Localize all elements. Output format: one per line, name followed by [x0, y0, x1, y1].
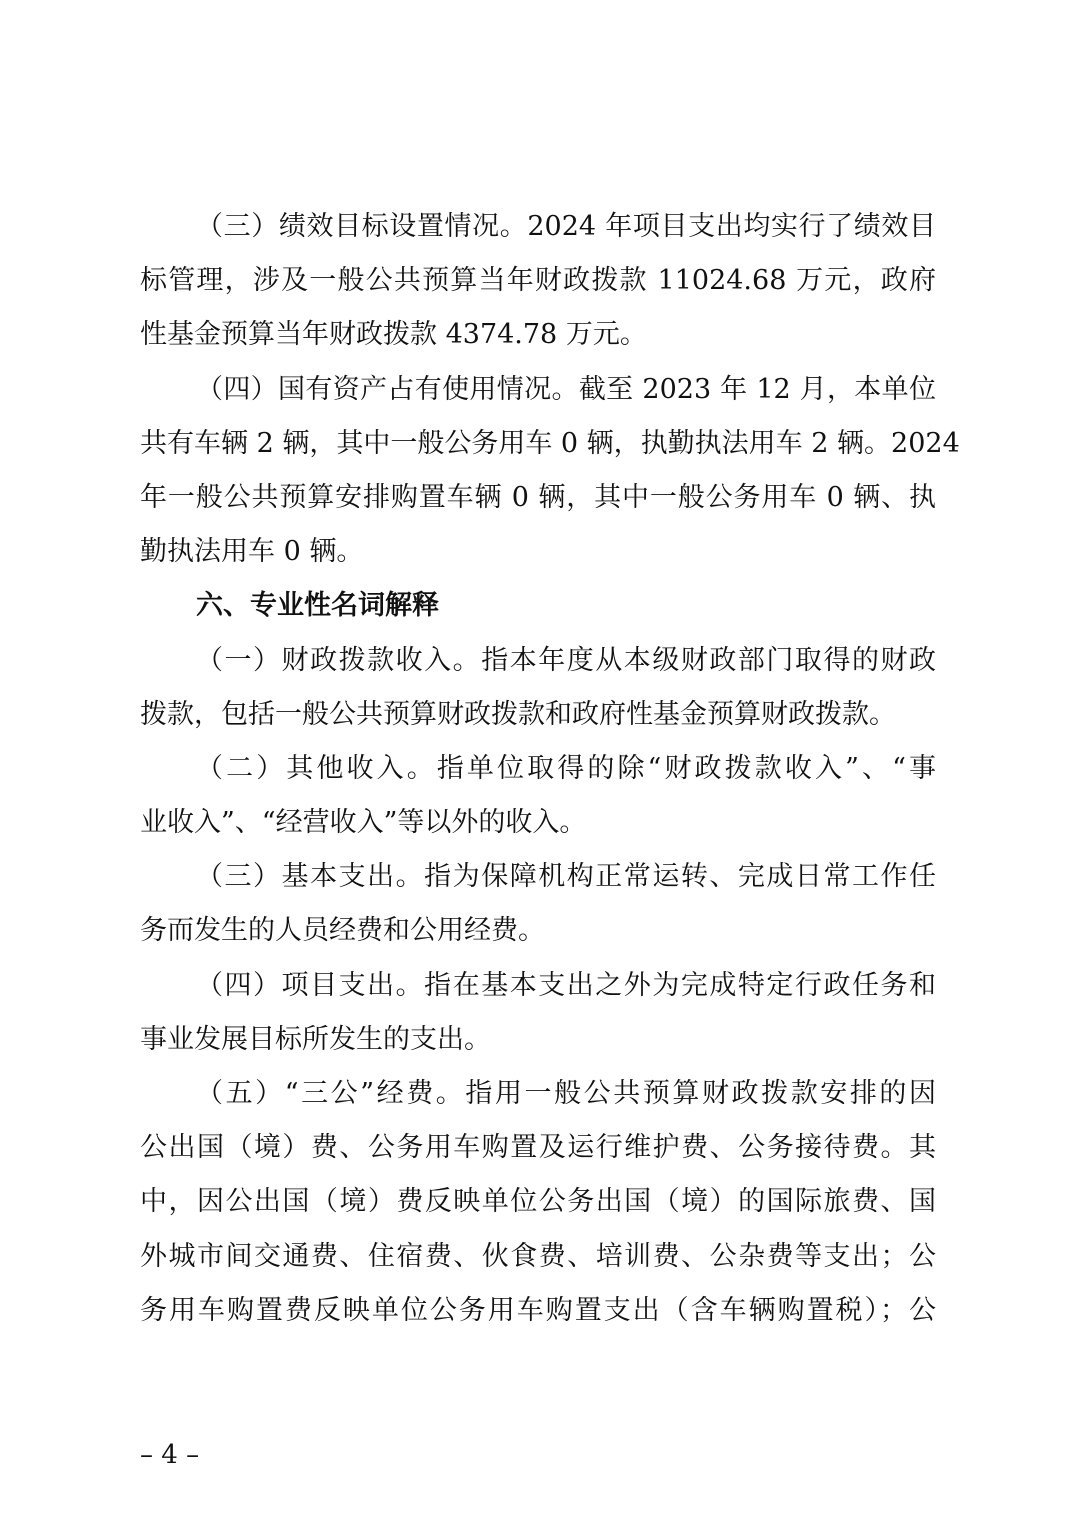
paragraph-line [140, 417, 960, 471]
line-text: 业收入”、“经营收入”等以外的收入。 [140, 807, 587, 839]
paragraph-line [140, 634, 936, 688]
subheading-lead: （二）其他收入。 [196, 752, 437, 784]
paragraph-line [140, 904, 936, 958]
subheading-lead: （四）国有资产占有使用情况。 [196, 373, 579, 405]
paragraph-line [140, 742, 936, 796]
subheading-lead: （三）基本支出。 [196, 861, 425, 893]
line-text: 标管理，涉及一般公共预算当年财政拨款 11024.68 万元，政府 [140, 265, 936, 297]
line-text: 指用一般公共预算财政拨款安排的因 [465, 1078, 937, 1109]
line-text: 务而发生的人员经费和公用经费。 [140, 915, 545, 947]
line-text: 中，因公出国（境）费反映单位公务出国（境）的国际旅费、国 [140, 1186, 936, 1218]
paragraph-line [140, 200, 936, 254]
line-text: 2024 年项目支出均实行了绩效目 [527, 211, 937, 242]
paragraph-line [140, 363, 936, 417]
line-text: 拨款，包括一般公共预算财政拨款和政府性基金预算财政拨款。 [140, 698, 896, 730]
line-text: 公出国（境）费、公务用车购置及运行维护费、公务接待费。其 [140, 1132, 936, 1164]
line-text: 指本年度从本级财政部门取得的财政 [481, 644, 937, 676]
paragraph-line [140, 1121, 936, 1175]
paragraph-line [140, 796, 936, 850]
paragraph-line [140, 308, 936, 362]
paragraph-line [140, 959, 936, 1013]
paragraph-line [140, 254, 936, 308]
line-text: 指为保障机构正常运转、完成日常工作任 [424, 861, 937, 893]
paragraph-line [140, 850, 936, 904]
line-text: 指单位取得的除“财政拨款收入”、“事 [436, 752, 936, 784]
paragraph-line [140, 471, 936, 525]
line-text: 年一般公共预算安排购置车辆 0 辆，其中一般公务用车 0 辆、执 [140, 481, 936, 513]
paragraph-line [140, 1013, 936, 1067]
line-text: 外城市间交通费、住宿费、伙食费、培训费、公杂费等支出；公 [140, 1240, 936, 1272]
subheading-lead: （三）绩效目标设置情况。 [196, 211, 528, 242]
line-text: 事业发展目标所发生的支出。 [140, 1023, 491, 1055]
subheading-lead: （四）项目支出。 [196, 969, 425, 1001]
paragraph-line [140, 1067, 936, 1121]
line-text: 性基金预算当年财政拨款 4374.78 万元。 [140, 319, 647, 351]
paragraph-line [140, 1230, 936, 1284]
paragraph-line [140, 688, 936, 742]
paragraph-line [140, 1284, 936, 1338]
line-text: 截至 2023 年 12 月，本单位 [578, 373, 936, 405]
line-text: 务用车购置费反映单位公务用车购置支出（含车辆购置税）；公 [140, 1294, 936, 1326]
line-text: 共有车辆 2 辆，其中一般公务用车 0 辆，执勤执法用车 2 辆。2024 [140, 427, 960, 459]
section-heading: 六、专业性名词解释 [196, 590, 439, 622]
paragraph-line [140, 1175, 936, 1229]
subheading-lead: （一）财政拨款收入。 [196, 644, 482, 676]
subheading-lead: （五）“三公”经费。 [196, 1078, 466, 1109]
page-number: – 4 – [140, 1440, 200, 1470]
paragraph-line [140, 525, 936, 579]
line-text: 勤执法用车 0 辆。 [140, 536, 364, 568]
document-body [140, 200, 960, 1338]
line-text: 指在基本支出之外为完成特定行政任务和 [424, 969, 937, 1001]
